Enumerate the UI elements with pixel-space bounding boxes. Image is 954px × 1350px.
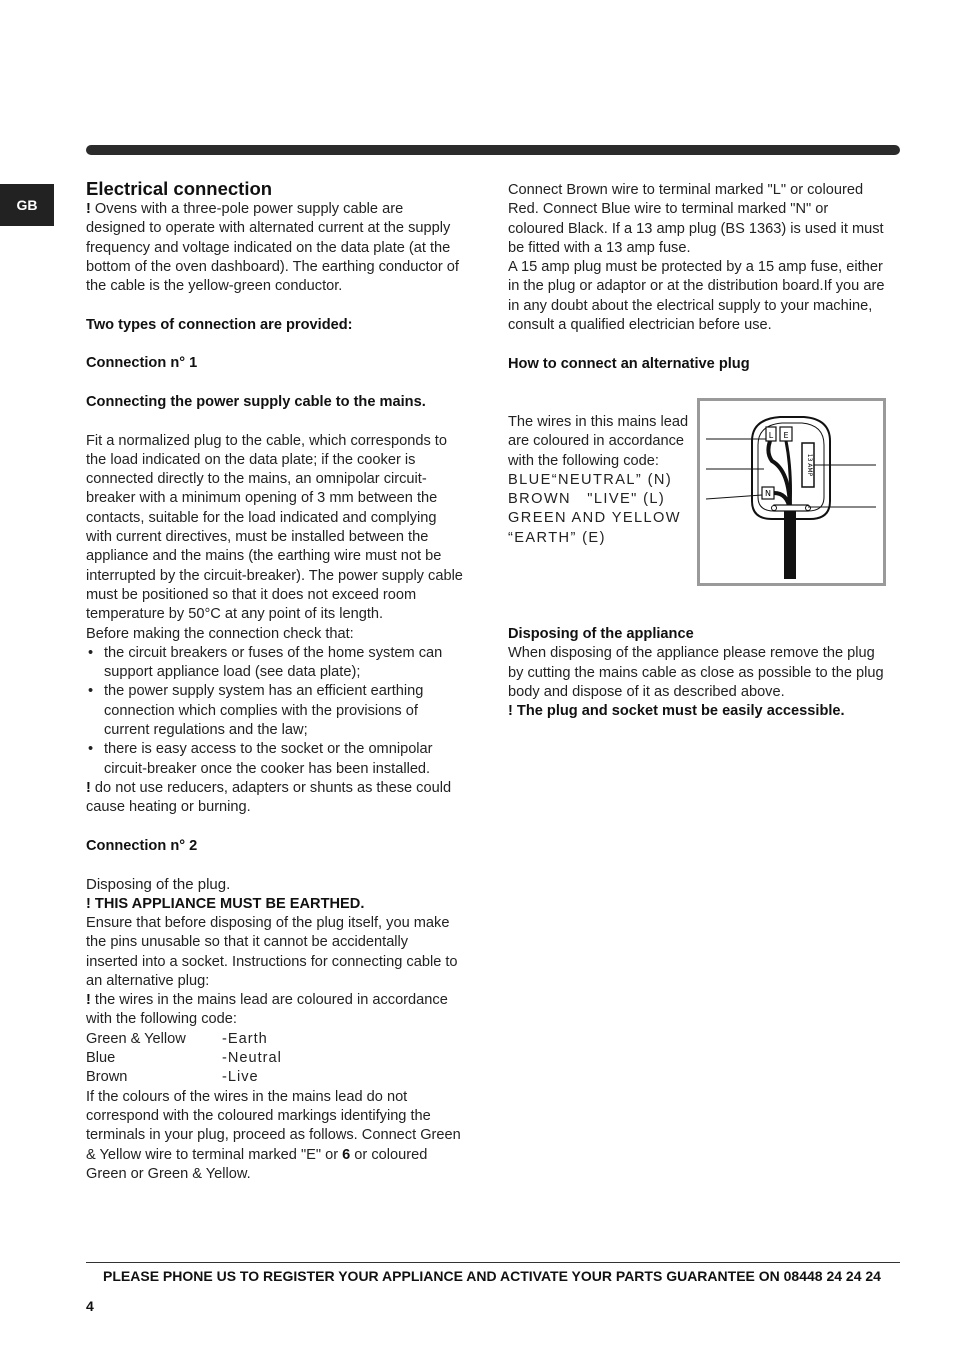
code-row-live bbox=[86, 1068, 464, 1087]
disposal-heading: Disposing of the appliance bbox=[508, 626, 694, 642]
check-list bbox=[86, 644, 464, 779]
connection-2-heading: Connection n° 2 bbox=[86, 837, 198, 854]
accessible-warning: ! The plug and socket must be easily accessible. bbox=[508, 703, 845, 720]
left-column bbox=[86, 178, 464, 1184]
amp15-paragraph: A 15 amp plug must be protected by a 15 amp fuse, either in the plug or adaptor or at the distribution board.If you are in any doubt about the electrical supply to your machine, consult a qualified electrician before use. bbox=[508, 259, 885, 334]
page-number: 4 bbox=[86, 1298, 94, 1314]
section-heading: Electrical connection bbox=[86, 178, 273, 199]
code-role: -Earth bbox=[222, 1030, 268, 1047]
colours-paragraph bbox=[86, 1088, 464, 1184]
warning-paragraph bbox=[86, 779, 464, 818]
code-role: -Neutral bbox=[222, 1050, 282, 1067]
warning-text: do not use reducers, adapters or shunts as these could cause heating or burning. bbox=[86, 779, 452, 816]
code-colour: Blue bbox=[86, 1050, 116, 1067]
colours-text: If the colours of the wires in the mains lead do not correspond with the coloured markings identifying the terminals in your plug, proceed as follows. Connect Green & Yellow wire to terminal marked "E" or bbox=[86, 1088, 461, 1163]
fuse-label: 13 AMP bbox=[806, 453, 813, 477]
warning-mark: ! bbox=[86, 779, 91, 796]
two-types-heading: Two types of connection are provided: bbox=[86, 316, 353, 333]
code-colour: Brown bbox=[86, 1069, 128, 1086]
connection-1-heading: Connection n° 1 bbox=[86, 355, 198, 372]
footer-rule bbox=[86, 1262, 900, 1263]
dispose-plug-heading: Disposing of the plug. bbox=[86, 876, 231, 894]
code-colour: Green & Yellow bbox=[86, 1030, 186, 1047]
cable-grip bbox=[774, 505, 808, 511]
plug-intro: The wires in this mains lead are coloured in accordance with the following code: bbox=[508, 414, 689, 469]
disposal-section bbox=[508, 625, 886, 721]
check-intro: Before making the connection check that: bbox=[86, 625, 354, 642]
alt-plug-heading: How to connect an alternative plug bbox=[508, 355, 750, 372]
wires-paragraph bbox=[86, 991, 464, 1030]
grip-screw-left bbox=[772, 506, 777, 511]
code-earth: “EARTH” (E) bbox=[508, 529, 606, 546]
connection-1-subheading: Connecting the power supply cable to the mains. bbox=[86, 393, 426, 410]
code-row-earth bbox=[86, 1030, 464, 1049]
footer-text: PLEASE PHONE US TO REGISTER YOUR APPLIANCE AND ACTIVATE YOUR PARTS GUARANTEE ON 08448 24 24 24 bbox=[103, 1268, 881, 1284]
label-l: L bbox=[768, 431, 774, 440]
code-brown: BROWN "LIVE" (L) bbox=[508, 491, 666, 508]
code-green: GREEN AND YELLOW bbox=[508, 510, 681, 527]
brown-wire-paragraph: Connect Brown wire to terminal marked "L" or coloured Red. Connect Blue wire to terminal marked "N" or coloured Black. If a 13 amp plug (BS 1363) is used it must be fitted with a 13 amp fuse. bbox=[508, 182, 884, 256]
code-row-neutral bbox=[86, 1049, 464, 1068]
list-item: • there is easy access to the socket or the omnipolar circuit-breaker once the cooker has been installed. bbox=[86, 740, 464, 779]
intro-paragraph bbox=[86, 200, 464, 296]
intro-mark: ! bbox=[86, 201, 91, 217]
wires-text: the wires in the mains lead are coloured in accordance with the following code: bbox=[86, 992, 448, 1028]
label-n: N bbox=[765, 489, 771, 498]
connection-1-body: Fit a normalized plug to the cable, which corresponds to the load indicated on the data plate; if the cooker is connected directly to the mains, an omnipolar circuit-breaker with a minimum opening of 3 mm between the contacts, suitable for the load indicated and complying with current directives, must be installed between the appliance and the mains (the earthing wire must not be interrupted by the circuit-breaker). The power supply cable must be positioned so that it does not exceed room temperature by 50°C at any point of its length. bbox=[86, 432, 463, 623]
colours-text-end: or coloured Green or Green & Yellow. bbox=[86, 1146, 428, 1182]
list-item: • the power supply system has an efficient earthing connection which complies with the provisions of current regulations and the law; bbox=[86, 682, 464, 740]
intro-text: Ovens with a three-pole power supply cable are designed to operate with alternated current at the supply frequency and voltage indicated on the data plate (at the bottom of the oven dashboard). The earthing conductor of the cable is the yellow-green conductor. bbox=[86, 201, 459, 295]
plug-diagram bbox=[697, 398, 886, 586]
top-rule bbox=[86, 145, 900, 155]
code-blue: BLUE“NEUTRAL” (N) bbox=[508, 471, 673, 488]
grip-screw-right bbox=[806, 506, 811, 511]
earth-symbol: 6 bbox=[342, 1146, 351, 1163]
plug-diagram-svg bbox=[700, 401, 883, 583]
earthed-warning: ! THIS APPLIANCE MUST BE EARTHED. bbox=[86, 895, 365, 912]
mains-cable bbox=[784, 511, 796, 579]
plug-code-text bbox=[508, 413, 694, 548]
wires-mark: ! bbox=[86, 992, 91, 1009]
ensure-paragraph: Ensure that before disposing of the plug itself, you make the pins unusable so that it cannot be accidentally inserted into a socket. Instructions for connecting cable to an alternative plug: bbox=[86, 914, 458, 989]
label-e: E bbox=[783, 431, 789, 440]
list-item: • the circuit breakers or fuses of the home system can support appliance load (see data plate); bbox=[86, 644, 464, 683]
right-column bbox=[508, 181, 886, 374]
language-tab: GB bbox=[0, 184, 54, 226]
code-role: -Live bbox=[222, 1069, 259, 1086]
disposal-body: When disposing of the appliance please remove the plug by cutting the mains cable as close as possible to the plug body and dispose of it as described above. bbox=[508, 645, 884, 700]
